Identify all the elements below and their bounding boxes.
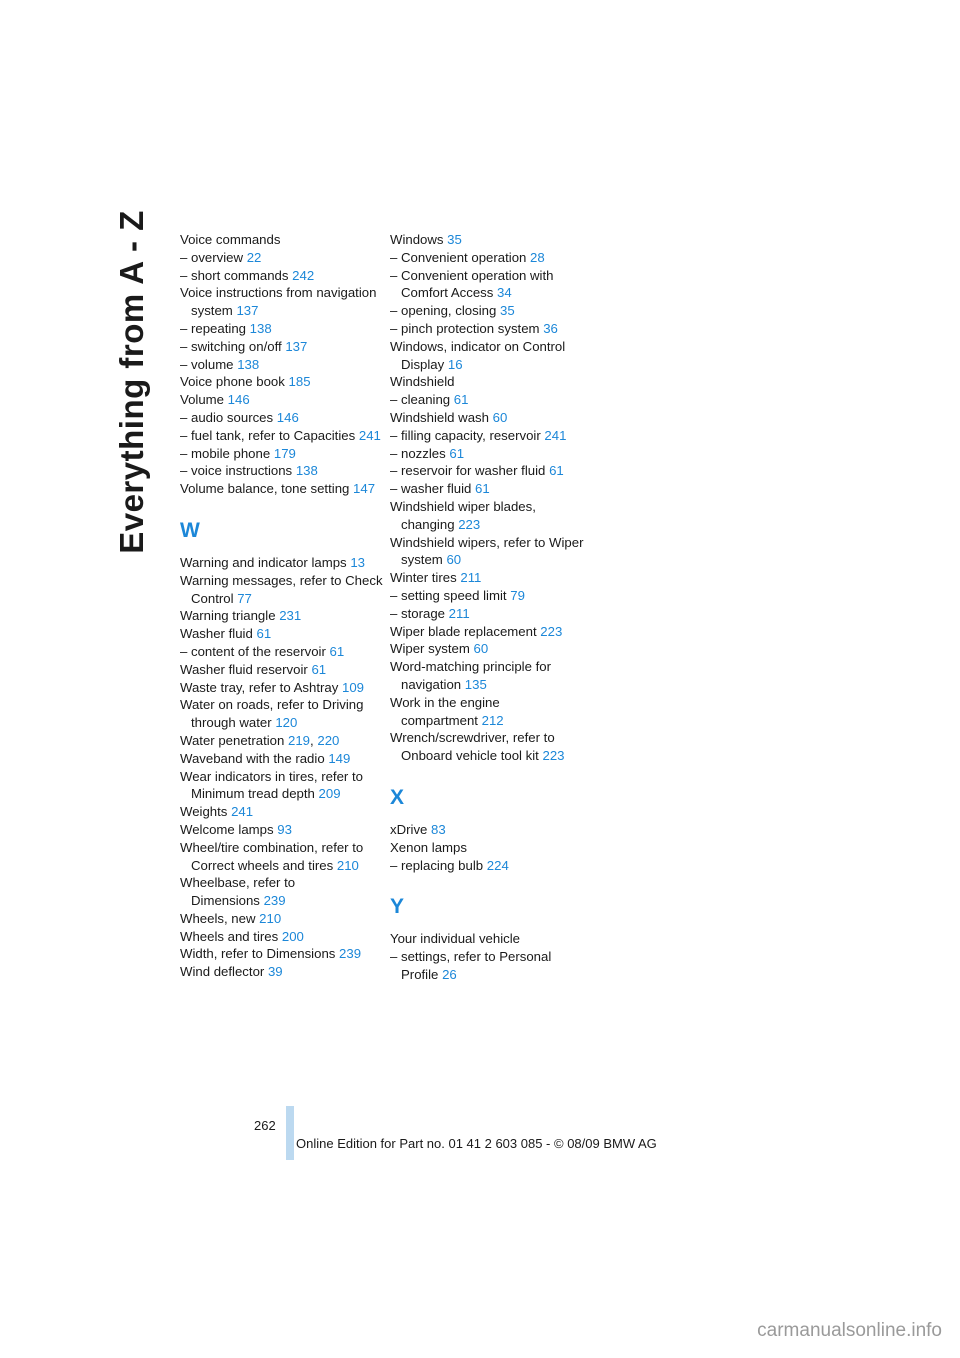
index-entry-text: Wiper system [390, 641, 470, 657]
index-entry-text: Wear indicators in tires, refer to Minimum tread depth [180, 768, 363, 802]
page-reference-link[interactable]: 138 [237, 356, 260, 372]
index-entry [180, 661, 385, 679]
index-column-right [390, 231, 595, 984]
index-entry-text: – filling capacity, reservoir [390, 427, 541, 443]
index-entry-text: Voice phone book [180, 374, 285, 390]
index-entry-text: Windshield wipers, refer to Wiper system [390, 534, 584, 568]
index-entry [180, 643, 385, 661]
index-entry-text: Word-matching principle for navigation [390, 659, 551, 692]
index-entry [180, 373, 385, 391]
index-entry-text: – repeating [180, 320, 246, 336]
index-entry-text: Warning and indicator lamps [180, 554, 347, 570]
index-entry [390, 658, 595, 694]
page-reference-link[interactable]: 241 [358, 427, 381, 443]
index-entry [390, 587, 595, 605]
index-entry [180, 839, 385, 875]
page-reference-link[interactable]: 210 [336, 857, 359, 873]
page-reference-link[interactable]: 219 [288, 732, 311, 748]
index-entry [180, 821, 385, 839]
index-entry-text: Wrench/screwdriver, refer to Onboard vehicle tool kit [390, 730, 555, 764]
index-entry [390, 338, 595, 374]
index-entry [390, 605, 595, 623]
index-entry-text: Weights [180, 804, 228, 820]
footer-edition-note: Online Edition for Part no. 01 41 2 603 085 - © 08/09 BMW AG [296, 1136, 657, 1151]
index-letter-heading: X [390, 785, 405, 809]
page-reference-link[interactable]: 137 [236, 303, 259, 319]
page-reference-link[interactable]: 185 [288, 374, 311, 390]
index-entry-text: Wiper blade replacement [390, 623, 537, 639]
index-entry [180, 679, 385, 697]
index-column-left [180, 231, 385, 981]
index-entry-text: Waveband with the radio [180, 750, 325, 766]
index-entry-text: Windshield wash [390, 409, 489, 425]
page-reference-link[interactable]: 60 [473, 641, 489, 657]
index-entry [180, 445, 385, 463]
index-entry [390, 839, 595, 857]
page-reference-link[interactable]: 211 [460, 570, 482, 586]
page-reference-link[interactable]: 239 [339, 946, 362, 962]
page-reference-link[interactable]: 13 [350, 554, 365, 570]
index-entry-text: Winter tires [390, 570, 457, 586]
index-entry-text: – washer fluid [390, 481, 472, 497]
index-entry [180, 284, 385, 320]
index-entry [180, 625, 385, 643]
page-reference-link[interactable]: 239 [263, 893, 286, 909]
page-reference-link[interactable]: 16 [447, 356, 463, 372]
page-reference-link[interactable]: 138 [249, 320, 272, 336]
index-entry [390, 409, 595, 427]
footer-accent-bar [286, 1106, 294, 1160]
index-entry-text: Windows, indicator on Control Display [390, 338, 566, 372]
side-title-text: Everything from A - Z [113, 210, 150, 554]
index-entry-text: Xenon lamps [390, 839, 467, 855]
page-reference-link[interactable]: 34 [497, 285, 512, 301]
index-entry [390, 623, 595, 641]
index-entry-text: Windshield wiper blades, changing [390, 498, 536, 532]
page-reference-link[interactable]: 26 [442, 966, 457, 982]
index-entry [390, 948, 595, 984]
page-reference-link[interactable]: 220 [317, 732, 340, 748]
page-reference-link[interactable]: 209 [318, 786, 341, 802]
index-entry-text: Warning messages, refer to Check Control [180, 572, 383, 606]
index-entry-text: – mobile phone [180, 445, 271, 461]
index-entry [180, 338, 385, 356]
index-entry [390, 302, 595, 320]
page-reference-link[interactable]: 60 [492, 409, 508, 425]
index-entry [180, 554, 385, 572]
index-entry [390, 534, 595, 570]
page-reference-link[interactable]: 242 [292, 267, 315, 283]
index-entry [390, 569, 595, 587]
index-entry [180, 409, 385, 427]
page-reference-link[interactable]: 79 [510, 587, 525, 603]
index-entry-text: – switching on/off [180, 338, 282, 354]
index-entry-text: – fuel tank, refer to Capacities [180, 427, 356, 443]
page-reference-link[interactable]: 35 [499, 303, 515, 319]
page-reference-link[interactable]: 200 [281, 928, 304, 944]
index-entry [180, 320, 385, 338]
index-entry [180, 231, 385, 249]
index-entry-text: – setting speed limit [390, 587, 507, 603]
index-entry [180, 391, 385, 409]
index-entry-text: – opening, closing [390, 303, 497, 319]
page-reference-link[interactable]: 61 [311, 661, 327, 677]
page-reference-link[interactable]: 231 [279, 608, 302, 624]
watermark: carmanualsonline.info [757, 1320, 942, 1341]
index-entry-text: – voice instructions [180, 463, 293, 479]
page-reference-link[interactable]: 223 [542, 748, 565, 764]
index-entry [390, 729, 595, 765]
index-entry: Water penetration 219, 220 [180, 732, 340, 748]
index-entry [180, 427, 385, 445]
page-reference-link[interactable]: 241 [544, 427, 567, 443]
index-entry-text: Width, refer to Dimensions [180, 946, 336, 962]
page-reference-link[interactable]: 93 [277, 821, 292, 837]
index-entry-text: – Convenient operation with Comfort Access [390, 267, 554, 301]
index-entry-text: Volume [180, 392, 224, 408]
index-entry [390, 391, 595, 409]
page-reference-link[interactable]: 212 [481, 712, 504, 728]
index-entry [180, 607, 385, 625]
index-entry-text: Volume balance, tone setting [180, 481, 350, 497]
index-entry-text: Windows [390, 232, 444, 247]
index-entry-text: Wheel/tire combination, refer to Correct wheels and tires [180, 839, 364, 873]
index-entry-text: – cleaning [390, 392, 451, 408]
index-entry [180, 249, 385, 267]
index-entry [180, 462, 385, 480]
index-entry [390, 231, 595, 249]
index-entry [180, 750, 385, 768]
index-entry-text: Warning triangle [180, 608, 276, 624]
index-entry [180, 267, 385, 285]
index-entry-text: Voice commands [180, 232, 281, 247]
index-entry [180, 480, 385, 498]
page-reference-link[interactable]: 146 [227, 392, 250, 408]
index-entry-text: – settings, refer to Personal Profile [390, 949, 552, 982]
page-reference-link[interactable]: 36 [543, 320, 558, 336]
page-reference-link[interactable]: 22 [246, 249, 262, 265]
page-reference-link[interactable]: 149 [328, 750, 351, 766]
section-side-title [112, 210, 152, 554]
index-entry-text: Windshield [390, 374, 455, 390]
index-entry-text: Washer fluid [180, 626, 253, 642]
page-reference-link[interactable]: 35 [447, 232, 462, 247]
index-entry-text: – content of the reservoir [180, 643, 326, 659]
index-entry-text: Wheelbase, refer to Dimensions [180, 875, 296, 909]
index-entry [180, 768, 385, 804]
index-entry [390, 320, 595, 338]
index-letter-heading: Y [390, 895, 405, 919]
page-reference-link[interactable]: 39 [267, 964, 283, 980]
index-entry [390, 821, 595, 839]
index-entry-text: – replacing bulb [390, 857, 484, 873]
index-entry [180, 928, 385, 946]
index-entry-text: – audio sources [180, 409, 274, 425]
index-entry-text: Work in the engine compartment [390, 694, 500, 728]
page-reference-link[interactable]: 61 [549, 463, 564, 479]
page-reference-link[interactable]: 77 [237, 590, 252, 606]
index-entry-text: Waste tray, refer to Ashtray [180, 679, 339, 695]
page-reference-link[interactable]: 224 [486, 857, 509, 873]
index-letter-heading: W [180, 518, 200, 542]
index-entry-text: Wind deflector [180, 964, 265, 980]
page-reference-link[interactable]: 223 [540, 623, 563, 639]
index-entry-text: – nozzles [390, 445, 446, 461]
index-entry [390, 427, 595, 445]
index-entry-text: – reservoir for washer fluid [390, 463, 546, 479]
page-reference-link[interactable]: 60 [446, 552, 462, 568]
page-reference-link[interactable]: 61 [453, 392, 469, 408]
index-entry-text: – storage [390, 605, 445, 621]
page-reference-link[interactable]: 211 [448, 605, 470, 621]
index-entry [180, 945, 385, 963]
index-entry-text: Welcome lamps [180, 821, 274, 837]
page-reference-link[interactable]: 241 [231, 804, 254, 820]
page-reference-link[interactable]: 83 [431, 821, 446, 837]
index-entry [180, 874, 385, 910]
index-entry [390, 249, 595, 267]
page-reference-link[interactable]: 138 [295, 463, 318, 479]
index-entry-text: Washer fluid reservoir [180, 661, 308, 677]
index-entry [180, 910, 385, 928]
index-entry-text: – volume [180, 356, 234, 372]
page-reference-link[interactable]: 61 [256, 626, 272, 642]
index-entry [180, 803, 385, 821]
index-entry-text: – Convenient operation [390, 249, 527, 265]
index-entry [180, 963, 385, 981]
index-entry-text: xDrive [390, 821, 428, 837]
index-entry-text: – short commands [180, 267, 289, 283]
page-reference-link[interactable]: 135 [464, 676, 487, 692]
page-reference-link[interactable]: 120 [275, 715, 298, 731]
page-reference-link[interactable]: 137 [285, 338, 308, 354]
index-entry [390, 857, 595, 875]
index-entry [180, 696, 385, 732]
index-entry [390, 480, 595, 498]
page-reference-link[interactable]: 61 [329, 643, 345, 659]
index-entry [390, 694, 595, 730]
index-entry [390, 930, 595, 948]
index-entry [390, 267, 595, 303]
page-reference-link[interactable]: 28 [530, 249, 545, 265]
page-reference-link[interactable]: 61 [449, 445, 465, 461]
page-reference-link[interactable]: 147 [353, 481, 376, 497]
page-reference-link[interactable]: 61 [475, 481, 490, 497]
page-reference-link[interactable]: 210 [259, 910, 282, 926]
page-reference-link[interactable]: 179 [273, 445, 296, 461]
index-entry-text: Water penetration [180, 732, 285, 748]
index-entry-text: Your individual vehicle [390, 931, 521, 947]
index-entry [390, 373, 595, 391]
index-entry [390, 462, 595, 480]
page-reference-link[interactable]: 109 [341, 679, 364, 695]
index-entry [180, 356, 385, 374]
index-entry-text: – pinch protection system [390, 320, 540, 336]
page-reference-link[interactable]: 146 [276, 409, 299, 425]
index-entry-text: – overview [180, 249, 244, 265]
page-reference-link[interactable]: 223 [458, 516, 481, 532]
index-entry [390, 640, 595, 658]
index-entry-text: Wheels, new [180, 910, 256, 926]
index-entry-text: Water on roads, refer to Driving through water [180, 697, 364, 731]
page-number: 262 [254, 1118, 276, 1133]
index-entry [390, 445, 595, 463]
index-entry-text: Wheels and tires [180, 928, 279, 944]
index-entry-text: Voice instructions from navigation system [180, 285, 377, 319]
index-entry [390, 498, 595, 534]
index-entry [180, 572, 385, 608]
